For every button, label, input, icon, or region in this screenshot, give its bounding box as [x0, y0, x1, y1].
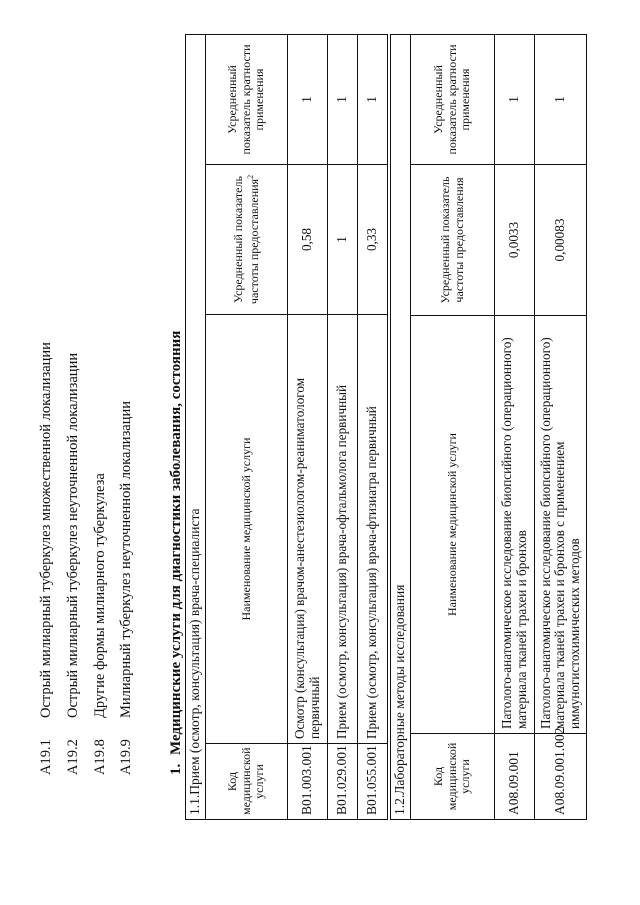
- multiplicity-value: 1: [288, 35, 328, 165]
- table-header-row: [206, 35, 288, 820]
- header-frequency: Усредненный показатель частоты предоставления: [411, 165, 495, 316]
- header-frequency: [206, 165, 288, 315]
- header-frequency-text: Усредненный показатель частоты предоставления: [230, 176, 261, 305]
- service-name: Осмотр (консультация) врачом-анестезиологом-реаниматологом первичный: [288, 315, 328, 744]
- section-number: 1.: [168, 763, 184, 775]
- diagnosis-item: [118, 275, 138, 775]
- diagnosis-code: A19.2: [65, 739, 81, 775]
- section-heading: [168, 331, 185, 775]
- header-multiplicity: Усредненный показатель кратности применения: [411, 34, 495, 164]
- diagnosis-item: [92, 275, 112, 775]
- table-row: [495, 34, 535, 819]
- service-name: Патолого-анатомическое исследование биопсийного (операционного) материала тканей трахеи и бронхов: [495, 316, 535, 734]
- diagnosis-name: Милиарный туберкулез неуточненной локализации: [118, 400, 134, 718]
- header-code: Код медицинской услуги: [206, 744, 288, 820]
- table-caption: 1.2.Лабораторные методы исследования: [391, 34, 411, 819]
- frequency-value: 0,58: [288, 165, 328, 315]
- service-name: Прием (осмотр, консультация) врача-офтальмолога первичный: [328, 315, 358, 744]
- service-name: Патолого-анатомическое исследование биопсийного (операционного) материала тканей трахеи и бронхов с применением иммуногистохимических методов: [535, 316, 587, 734]
- frequency-value: 0,0033: [495, 165, 535, 316]
- table-row: [358, 35, 388, 820]
- diagnosis-code: A19.9: [118, 739, 134, 775]
- diagnosis-item: [38, 275, 58, 775]
- frequency-value: 0,00083: [535, 165, 587, 316]
- diagnosis-name: Другие формы милиарного туберкулеза: [92, 473, 108, 718]
- multiplicity-value: 1: [358, 35, 388, 165]
- service-code: B01.003.001: [288, 744, 328, 820]
- footnote-marker: 2: [245, 174, 255, 179]
- diagnosis-code: A19.1: [38, 739, 54, 775]
- table-row: [288, 35, 328, 820]
- frequency-value: 0,33: [358, 165, 388, 315]
- laboratory-table: [390, 34, 587, 820]
- header-multiplicity: Усредненный показатель кратности применения: [206, 35, 288, 165]
- service-code: A08.09.001.002: [535, 734, 587, 820]
- diagnosis-name: Острый милиарный туберкулез неуточненной локализации: [65, 352, 81, 718]
- diagnosis-code: A19.8: [92, 739, 108, 775]
- multiplicity-value: 1: [328, 35, 358, 165]
- multiplicity-value: 1: [495, 34, 535, 164]
- header-name: Наименование медицинской услуги: [206, 315, 288, 744]
- consultations-table: [185, 34, 388, 820]
- diagnosis-item: [65, 275, 85, 775]
- multiplicity-value: 1: [535, 34, 587, 164]
- header-code: Код медицинской услуги: [411, 734, 495, 820]
- frequency-value: 1: [328, 165, 358, 315]
- diagnosis-name: Острый милиарный туберкулез множественной локализации: [38, 342, 54, 718]
- table-row: [535, 34, 587, 819]
- service-code: A08.09.001: [495, 734, 535, 820]
- header-name: Наименование медицинской услуги: [411, 316, 495, 734]
- service-name: Прием (осмотр, консультация) врача-фтизиатра первичный: [358, 315, 388, 744]
- table-row: [328, 35, 358, 820]
- table-caption: 1.1.Прием (осмотр, консультация) врача-специалиста: [186, 35, 206, 820]
- table-header-row: [411, 34, 495, 819]
- service-code: B01.055.001: [358, 744, 388, 820]
- section-title: Медицинские услуги для диагностики заболевания, состояния: [168, 330, 184, 755]
- service-code: B01.029.001: [328, 744, 358, 820]
